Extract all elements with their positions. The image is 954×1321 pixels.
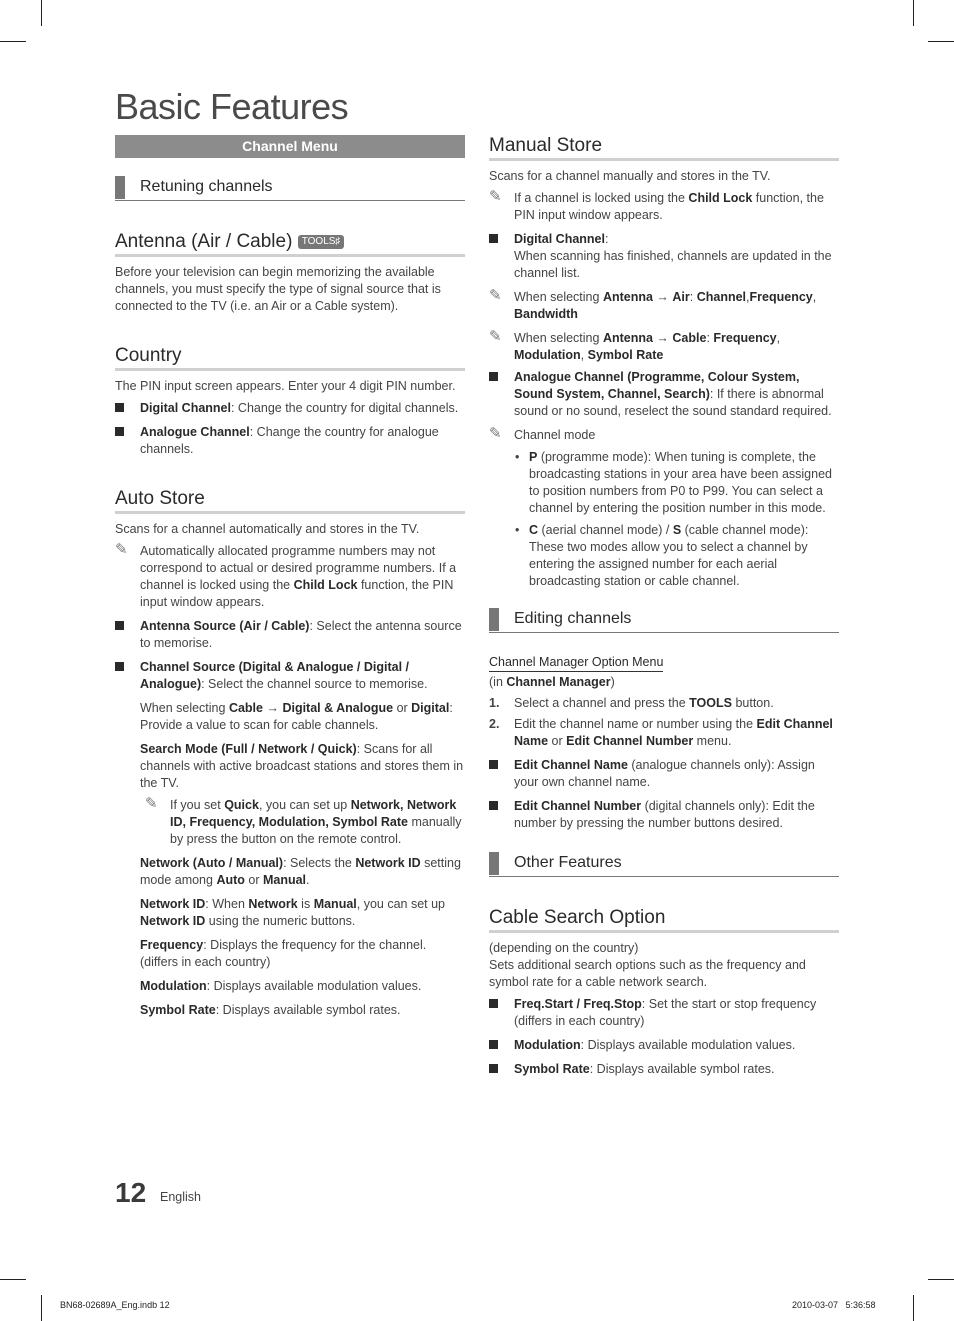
text: : Displays the frequency for the channel. (differs in each country) — [140, 938, 427, 969]
item-text: : Displays available symbol rates. — [589, 1062, 775, 1076]
cable-search-heading: Cable Search Option — [489, 907, 839, 933]
list-item — [489, 522, 839, 590]
bold: S — [672, 523, 682, 537]
cable-search-intro: Sets additional search options such as the frequency and symbol rate for a cable network search. — [489, 958, 806, 989]
pencil-note-icon: ✎ — [489, 188, 502, 205]
crop-mark — [0, 1279, 26, 1280]
bold: Channel Manager — [506, 675, 611, 689]
item-text: : If there is abnormal sound or no sound, reselect the sound standard required. — [514, 387, 832, 418]
text: , you can set up — [258, 798, 351, 812]
page-number: 12 — [115, 1177, 147, 1208]
bold: Network (Auto / Manual) — [140, 856, 284, 870]
list-item — [489, 996, 839, 1030]
note-bold: Child Lock — [293, 578, 358, 592]
bold: Search Mode (Full / Network / Quick) — [140, 742, 357, 756]
country-intro: The PIN input screen appears. Enter your 4 digit PIN number. — [115, 379, 456, 393]
text: or — [244, 873, 263, 887]
bold: Digital — [411, 701, 450, 715]
paragraph — [115, 1002, 465, 1019]
text: (in — [489, 675, 507, 689]
list-item — [489, 449, 839, 517]
option-menu-title: Channel Manager Option Menu — [489, 655, 663, 672]
heading-marker — [489, 852, 499, 875]
text: : Displays available modulation values. — [206, 979, 422, 993]
item-text: : Select the channel source to memorise. — [201, 677, 428, 691]
bold: Modulation — [514, 348, 581, 362]
bold: Channel — [696, 290, 747, 304]
crop-mark — [41, 0, 42, 26]
list-item — [115, 424, 465, 458]
text: : When — [205, 897, 249, 911]
bullet-square-icon — [489, 234, 498, 243]
note — [115, 543, 465, 611]
text: : — [706, 331, 714, 345]
bullet-square-icon — [489, 999, 498, 1008]
step-item — [489, 716, 839, 750]
note-text: function, the PIN input window appears. — [140, 578, 454, 609]
cable-search-section — [489, 907, 839, 1078]
item-label: Antenna Source (Air / Cable) — [140, 619, 310, 633]
bold: Frequency — [713, 331, 777, 345]
bold: Air — [672, 290, 690, 304]
item-label: Analogue Channel — [140, 425, 250, 439]
item-text: : — [604, 232, 609, 246]
text: (cable channel mode): These two modes allow you to select a channel by entering the assigned number for each aerial broadcasting station or cable channel. — [529, 523, 809, 588]
text: : Selects the — [283, 856, 356, 870]
item-label: Digital Channel — [514, 232, 605, 246]
paragraph — [115, 896, 465, 930]
item-text: : Select the antenna source to memorise. — [140, 619, 462, 650]
heading-text: Antenna (Air / Cable) — [115, 231, 293, 252]
pencil-note-icon: ✎ — [489, 425, 502, 442]
text: , you can set up — [356, 897, 446, 911]
bold: Cable — [228, 701, 263, 715]
text: , — [746, 290, 750, 304]
bold: Network — [248, 897, 298, 911]
item-text: When scanning has finished, channels are updated in the channel list. — [514, 249, 832, 280]
bold: Edit Channel Number — [566, 734, 694, 748]
bullet-square-icon — [115, 427, 124, 436]
bullet-square-icon — [489, 801, 498, 810]
text: (programme mode): When tuning is complete, the broadcasting stations in your area have been assigned to position numbers from P0 to P99. You can select a channel by entering the position number in this mode. — [529, 450, 832, 515]
bold: Network ID — [355, 856, 421, 870]
text: (aerial channel mode) / — [538, 523, 673, 537]
text: If a channel is locked using the — [514, 191, 689, 205]
note — [489, 330, 839, 364]
paragraph — [115, 855, 465, 889]
bullet-square-icon — [115, 621, 124, 630]
item-label: Edit Channel Name — [514, 758, 628, 772]
item-label: Analogue Channel (Programme, Colour System, Sound System, Channel, Search) — [514, 370, 800, 401]
note — [145, 797, 465, 848]
list-item — [489, 369, 839, 420]
tools-label: TOOLS — [301, 235, 336, 247]
item-text: : Change the country for digital channels. — [230, 401, 459, 415]
text: . — [306, 873, 310, 887]
bold: Symbol Rate — [587, 348, 664, 362]
auto-store-heading: Auto Store — [115, 488, 465, 514]
item-label: Channel Source (Digital & Analogue / Digital / Analogue) — [140, 660, 410, 691]
retuning-channels-heading — [115, 176, 465, 201]
bold: Network, Network ID, Frequency, Modulation, Symbol Rate — [170, 798, 457, 829]
other-features-heading — [489, 852, 839, 877]
list-item — [489, 757, 839, 791]
note — [489, 427, 839, 444]
crop-mark — [41, 1295, 42, 1321]
bold: Symbol Rate — [140, 1003, 216, 1017]
item-text: (analogue channels only): Assign your own channel name. — [514, 758, 815, 789]
bullet-square-icon — [489, 1064, 498, 1073]
antenna-heading — [115, 231, 465, 257]
text: When selecting — [514, 331, 603, 345]
list-item — [115, 659, 465, 693]
pencil-note-icon: ✎ — [115, 541, 128, 558]
tools-badge — [298, 235, 345, 249]
antenna-text: Before your television can begin memorizing the available channels, you must specify the type of signal source that is connected to the TV (i.e. an Air or a Cable system). — [115, 265, 441, 313]
manual-store-intro: Scans for a channel manually and stores in the TV. — [489, 169, 771, 183]
text: , — [580, 348, 588, 362]
bold: Edit Channel Name — [514, 717, 833, 748]
text: setting mode among — [140, 856, 461, 887]
text: using the numeric buttons. — [205, 914, 356, 928]
step-number: 1. — [489, 696, 500, 710]
bullet-square-icon — [115, 662, 124, 671]
item-text: : Change the country for analogue channels. — [140, 425, 439, 456]
heading-marker — [489, 608, 499, 631]
item-label: Freq.Start / Freq.Stop — [514, 997, 642, 1011]
item-text: : Displays available modulation values. — [580, 1038, 796, 1052]
text: When selecting — [514, 290, 603, 304]
item-label: Modulation — [514, 1038, 581, 1052]
paragraph — [115, 937, 465, 971]
bold: Cable — [672, 331, 707, 345]
antenna-section — [115, 231, 465, 315]
list-item — [115, 400, 465, 417]
left-column — [115, 135, 465, 1019]
paragraph — [489, 674, 839, 691]
item-label: Digital Channel — [140, 401, 231, 415]
bold: Network ID — [140, 897, 206, 911]
manual-store-heading: Manual Store — [489, 135, 839, 161]
text: or — [548, 734, 567, 748]
bold: Frequency — [749, 290, 813, 304]
heading-text: Retuning channels — [140, 178, 273, 195]
bold: TOOLS — [689, 696, 732, 710]
text: manually by press the button on the remote control. — [170, 815, 462, 846]
text: button. — [731, 696, 774, 710]
text: : Provide a value to scan for cable channels. — [140, 701, 453, 732]
editing-section — [489, 653, 839, 832]
country-section — [115, 345, 465, 458]
country-heading: Country — [115, 345, 465, 371]
cable-search-sub: (depending on the country) — [489, 941, 639, 955]
text: Channel mode — [514, 428, 596, 442]
footer-language: English — [160, 1190, 201, 1204]
crop-mark — [913, 0, 914, 26]
item-label: Symbol Rate — [514, 1062, 590, 1076]
list-item — [115, 618, 465, 652]
bold: Modulation — [140, 979, 207, 993]
step-item — [489, 695, 839, 712]
list-item — [489, 1037, 839, 1054]
item-text: : Set the start or stop frequency (differs in each country) — [514, 997, 817, 1028]
text: , — [776, 331, 781, 345]
bold: Manual — [313, 897, 357, 911]
text: is — [297, 897, 314, 911]
bold: Antenna — [602, 290, 653, 304]
item-text: (digital channels only): Edit the number by pressing the number buttons desired. — [514, 799, 815, 830]
text: → — [652, 290, 673, 304]
channel-menu-bar: Channel Menu — [115, 135, 465, 158]
item-label: Edit Channel Number — [514, 799, 642, 813]
crop-mark — [928, 1279, 954, 1280]
auto-store-section — [115, 488, 465, 1019]
paragraph — [115, 700, 465, 734]
text: : — [689, 290, 697, 304]
text: When selecting — [140, 701, 229, 715]
heading-text: Other Features — [514, 854, 622, 871]
text: , — [812, 290, 817, 304]
right-column — [489, 135, 839, 1078]
file-info: BN68-02689A_Eng.indb 12 — [60, 1300, 170, 1310]
list-item — [489, 231, 839, 282]
bullet-dot-icon: • — [515, 450, 520, 464]
editing-channels-heading — [489, 608, 839, 633]
note — [489, 289, 839, 323]
text: or — [393, 701, 412, 715]
bullet-square-icon — [489, 760, 498, 769]
text: : Scans for all channels with active broadcast stations and stores them in the TV. — [140, 742, 464, 790]
bold: P — [529, 450, 538, 464]
text: Edit the channel name or number using the — [514, 717, 757, 731]
bold: Frequency — [140, 938, 204, 952]
bullet-dot-icon: • — [515, 523, 520, 537]
pencil-note-icon: ✎ — [145, 795, 158, 812]
heading-marker — [115, 176, 125, 199]
step-number: 2. — [489, 717, 500, 731]
text: If you set — [170, 798, 225, 812]
list-item — [489, 1061, 839, 1078]
pencil-note-icon: ✎ — [489, 287, 502, 304]
note — [489, 190, 839, 224]
remote-icon: ♯ — [335, 235, 341, 247]
bullet-square-icon — [489, 372, 498, 381]
crop-mark — [928, 41, 954, 42]
bold: Manual — [262, 873, 307, 887]
manual-store-section — [489, 135, 839, 590]
bold: Digital & Analogue — [282, 701, 394, 715]
bold: Bandwidth — [514, 307, 578, 321]
bold: Auto — [216, 873, 245, 887]
pencil-note-icon: ✎ — [489, 328, 502, 345]
text: : Displays available symbol rates. — [215, 1003, 401, 1017]
text: menu. — [693, 734, 732, 748]
paragraph — [115, 741, 465, 792]
page-title: Basic Features — [115, 86, 349, 127]
text: function, the PIN input window appears. — [514, 191, 824, 222]
bullet-square-icon — [115, 403, 124, 412]
bullet-square-icon — [489, 1040, 498, 1049]
text: ) — [610, 675, 615, 689]
crop-mark — [0, 41, 26, 42]
text: Select a channel and press the — [514, 696, 690, 710]
bold: Quick — [224, 798, 259, 812]
bold: Network ID — [140, 914, 206, 928]
heading-text: Editing channels — [514, 610, 632, 627]
crop-mark — [913, 1295, 914, 1321]
auto-store-intro: Scans for a channel automatically and stores in the TV. — [115, 522, 420, 536]
bold: Antenna — [602, 331, 653, 345]
list-item — [489, 798, 839, 832]
paragraph — [115, 978, 465, 995]
note-text: Automatically allocated programme numbers may not correspond to actual or desired programme numbers. If a channel is locked using the — [140, 544, 457, 592]
text: → — [262, 701, 283, 715]
bold: C — [529, 523, 539, 537]
bold: Child Lock — [688, 191, 753, 205]
date-info: 2010-03-07 5:36:58 — [792, 1300, 876, 1310]
text: → — [652, 331, 673, 345]
